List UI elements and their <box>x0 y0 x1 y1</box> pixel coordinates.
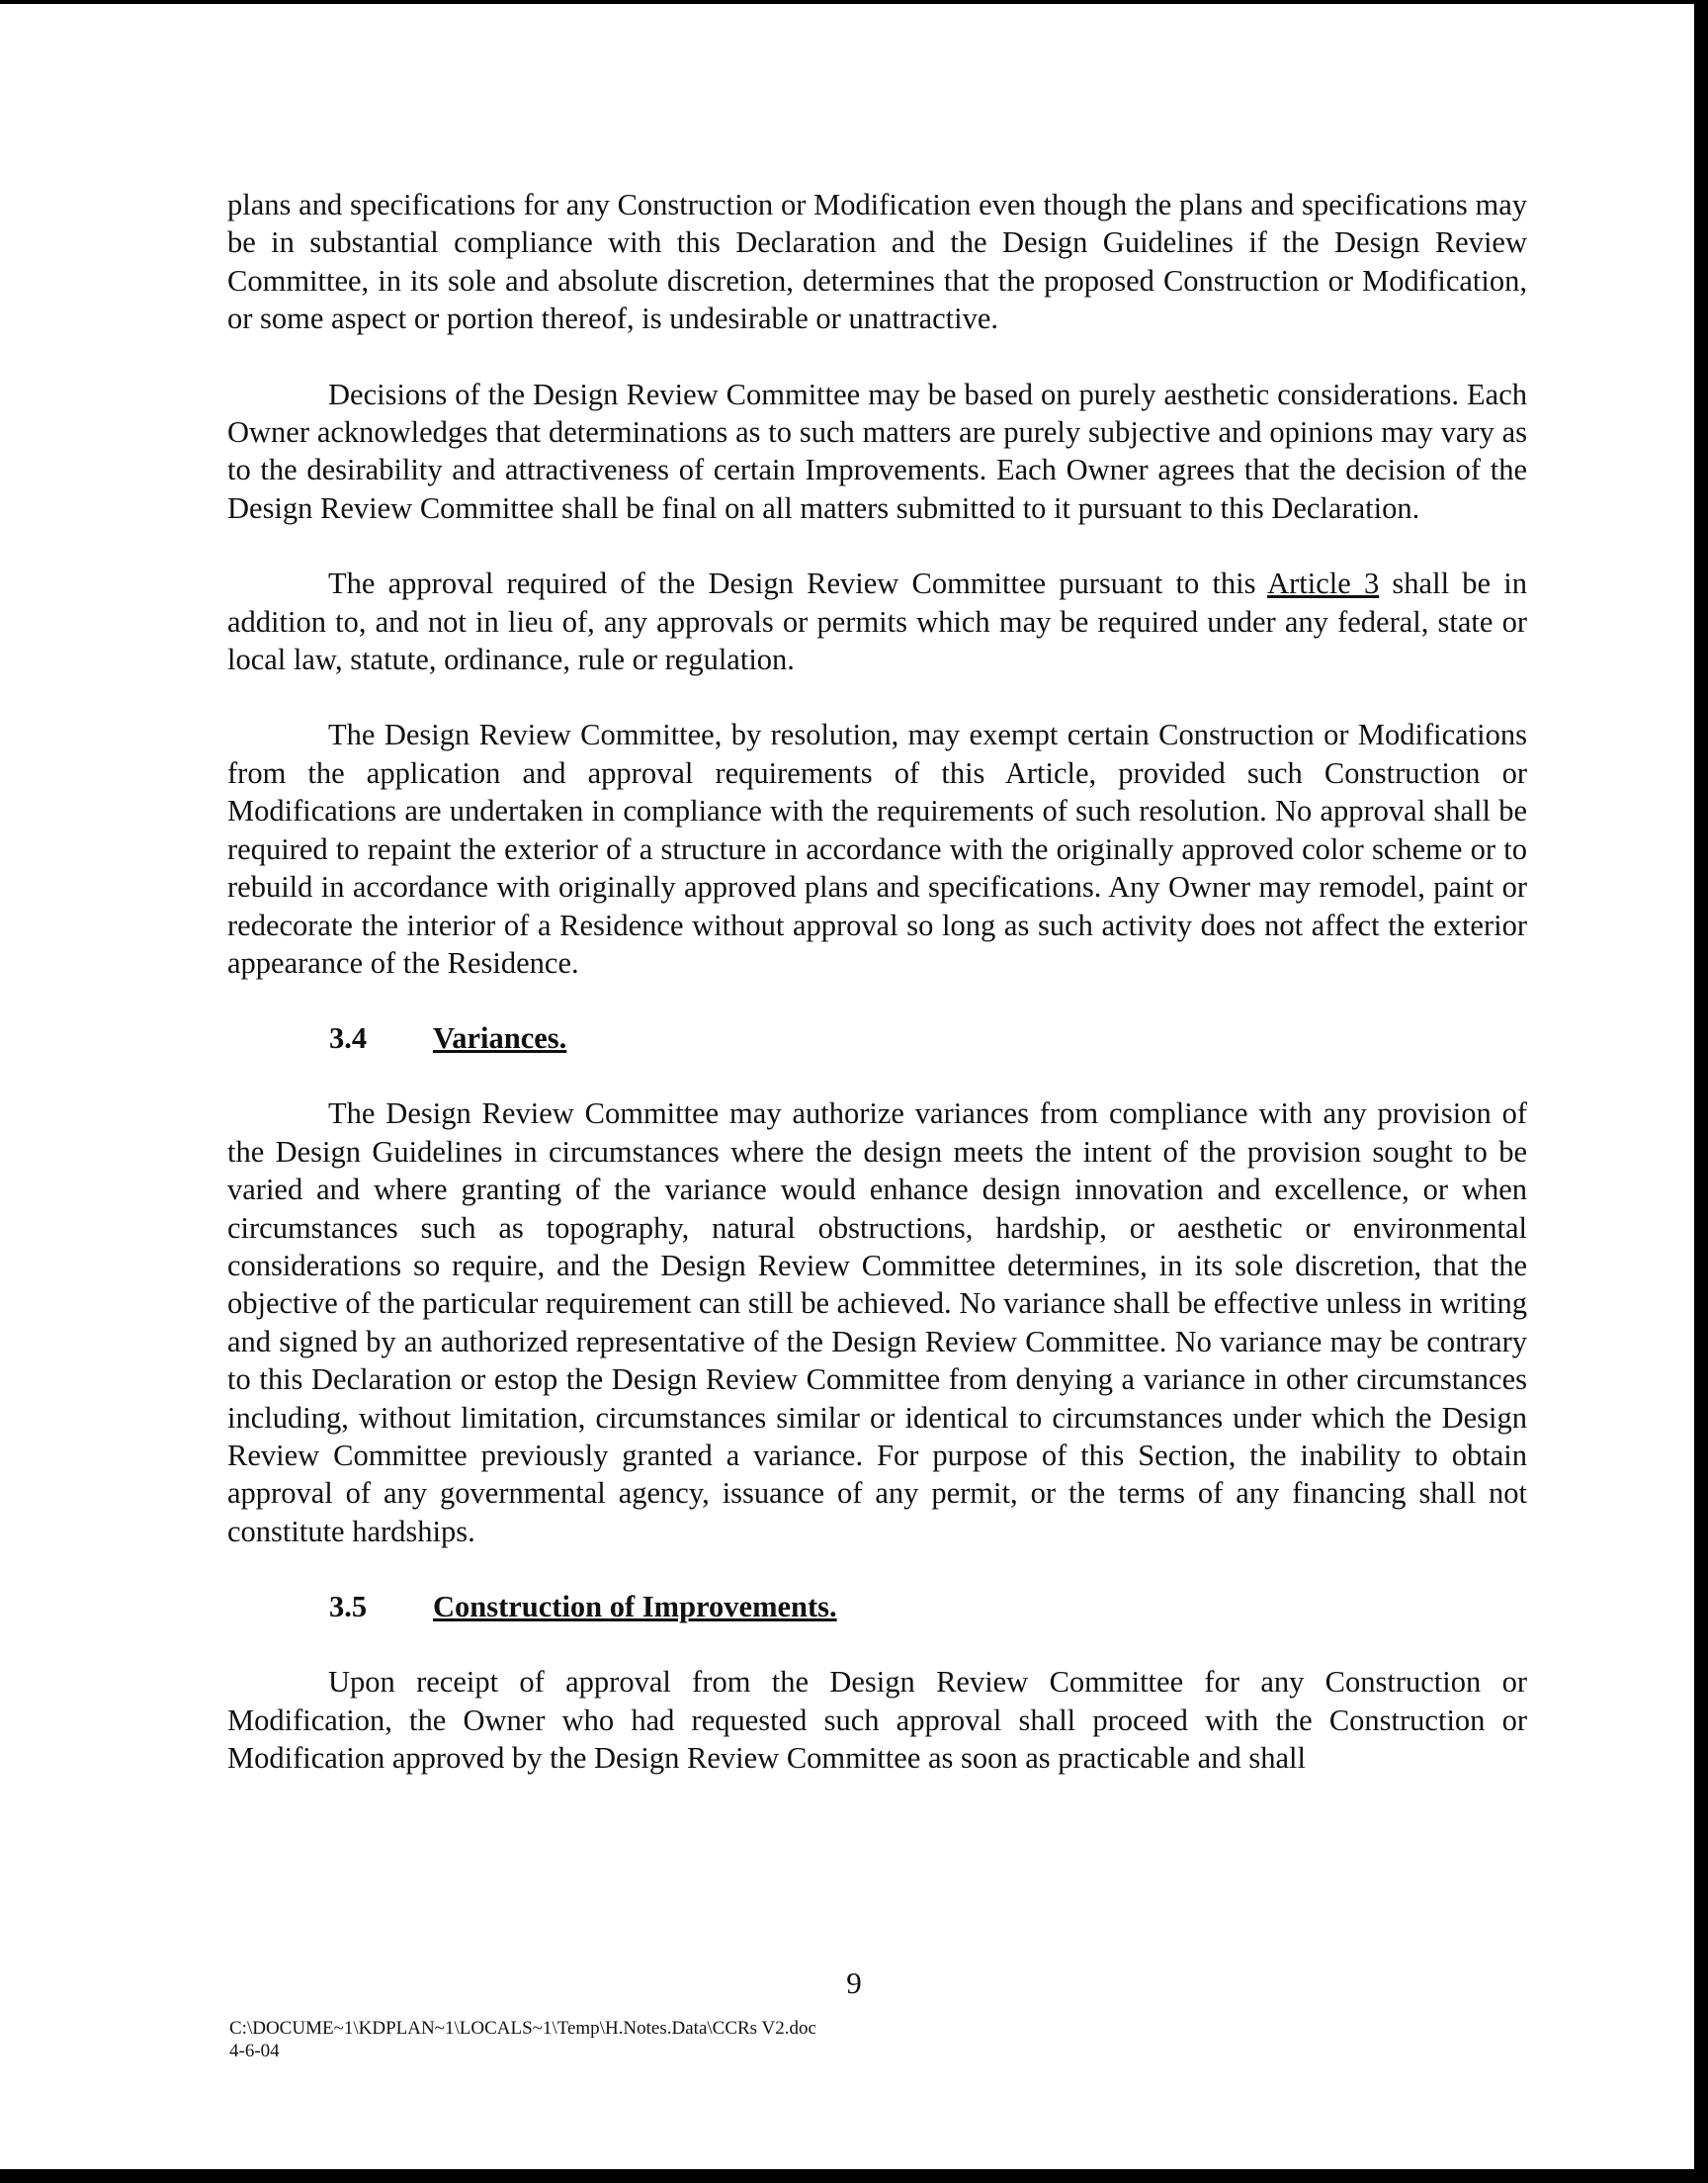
file-path: C:\DOCUME~1\KDPLAN~1\LOCALS~1\Temp\H.Notes.Data\CCRs V2.doc <box>229 2018 816 2039</box>
paragraph-text: The approval required of the Design Review Committee pursuant to this <box>328 567 1268 601</box>
paragraph-aesthetic-decisions: Decisions of the Design Review Committee may be based on purely aesthetic considerations. Each Owner acknowledges that determinations as to such matters are purely subjective and opinions may vary as to the desirability and attractiveness of certain Improvements. Each Owner agrees that the decision of the Design Review Committee shall be final on all matters submitted to it pursuant to this Declaration. <box>227 377 1527 525</box>
page-number: 9 <box>846 1965 862 2000</box>
scan-edge-top <box>0 0 1708 4</box>
section-number: 3.5 <box>329 1590 368 1624</box>
section-title: Variances. <box>433 1021 567 1056</box>
document-page <box>227 186 1527 1777</box>
section-heading-variances <box>227 1019 1527 1057</box>
document-footer <box>229 2017 816 2062</box>
scan-edge-right <box>1694 0 1708 2183</box>
footer-date: 4-6-04 <box>229 2041 280 2061</box>
scan-edge-bottom <box>0 2169 1708 2183</box>
paragraph-exemptions: The Design Review Committee, by resolution, may exempt certain Construction or Modifications from the application and approval requirements of this Article, provided such Construction or Modifications are undertaken in compliance with the requirements of such resolution. No approval shall be required to repaint the exterior of a structure in accordance with the originally approved color scheme or to rebuild in accordance with originally approved plans and specifications. Any Owner may remodel, paint or redecorate the interior of a Residence without approval so long as such activity does not affect the exterior appearance of the Residence. <box>227 718 1527 980</box>
section-title: Construction of Improvements. <box>433 1590 837 1624</box>
paragraph-continuation: plans and specifications for any Construction or Modification even though the plans and specifications may be in substantial compliance with this Declaration and the Design Guidelines if the Design Review Committee, in its sole and absolute discretion, determines that the proposed Construction or Modification, or some aspect or portion thereof, is undesirable or unattractive. <box>227 188 1527 336</box>
paragraph-approval-addition <box>227 565 1527 678</box>
section-heading-construction <box>227 1588 1527 1625</box>
paragraph-text: shall be in addition to, and not in lieu of, any approvals or permits which may be required under any federal, state or local law, statute, ordinance, rule or regulation. <box>227 567 1527 677</box>
paragraph-construction: Upon receipt of approval from the Design Review Committee for any Construction or Modification, the Owner who had requested such approval shall proceed with the Construction or Modification approved by the Design Review Committee as soon as practicable and shall <box>227 1665 1527 1775</box>
section-number: 3.4 <box>329 1021 368 1056</box>
article-reference: Article 3 <box>1267 567 1380 601</box>
paragraph-variances: The Design Review Committee may authorize variances from compliance with any provision of the Design Guidelines in circumstances where the design meets the intent of the provision sought to be varied and where granting of the variance would enhance design innovation and excellence, or when circumstances such as topography, natural obstructions, hardship, or aesthetic or environmental considerations so require, and the Design Review Committee determines, in its sole discretion, that the objective of the particular requirement can still be achieved. No variance shall be effective unless in writing and signed by an authorized representative of the Design Review Committee. No variance may be contrary to this Declaration or estop the Design Review Committee from denying a variance in other circumstances including, without limitation, circumstances similar or identical to circumstances under which the Design Review Committee previously granted a variance. For purpose of this Section, the inability to obtain approval of any governmental agency, issuance of any permit, or the terms of any financing shall not constitute hardships. <box>227 1096 1527 1548</box>
